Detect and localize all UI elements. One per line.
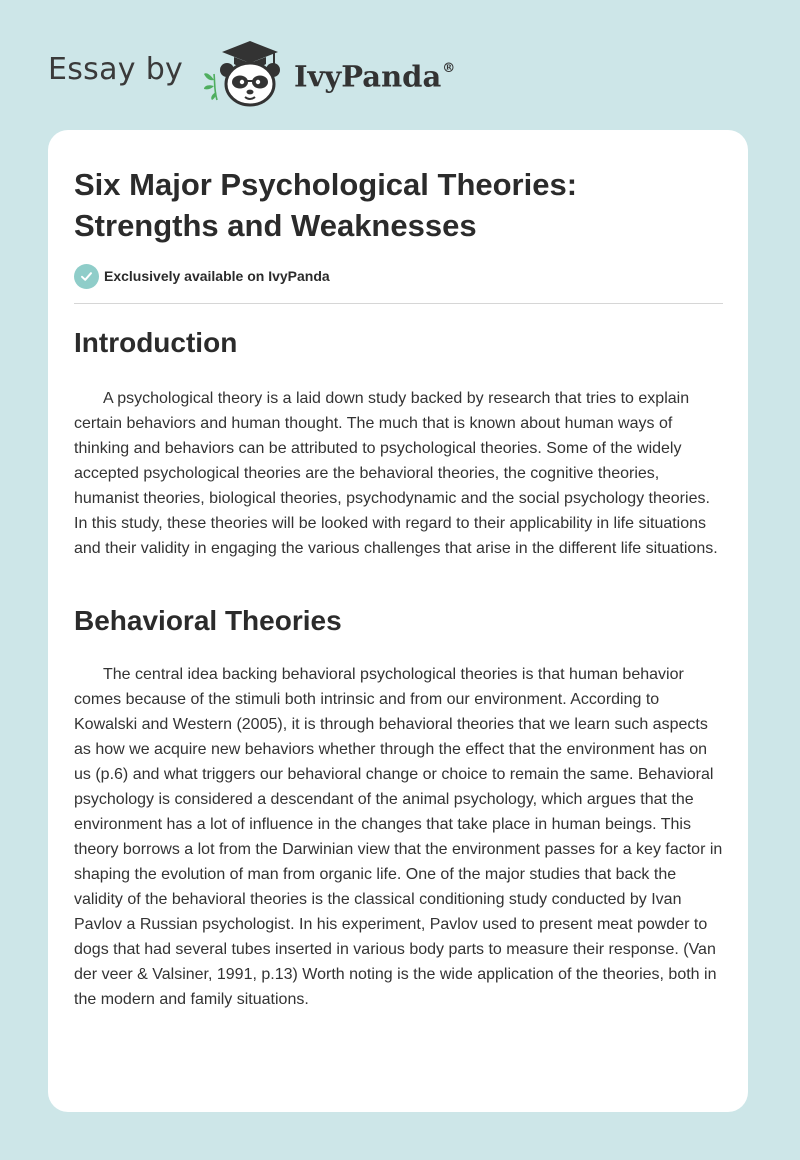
divider [74, 303, 723, 304]
section-heading-behavioral-theories: Behavioral Theories [74, 605, 342, 636]
section-paragraph-behavioral-theories: The central idea backing behavioral psychological theories is that human behavior comes because of the stimuli both intrinsic and from our environment. According to Kowalski and Western (2005), it is through behavioral theories that we learn such aspects as how we acquire new behaviors whether through the effect that the environment has on us (p.6) and what triggers our behavioral change or choice to remain the same. Behavioral psychology is considered a descendant of the animal psychology, which argues that the environment has a lot of influence in the changes that take place in human beings. This theory borrows a lot from the Darwinian view that the environment passes for a key factor in shaping the evolution of man from organic life. One of the major studies that back the validity of the behavioral theories is the classical conditioning study conducted by Ivan Pavlov a Russian psychologist. In his experiment, Pavlov used to present meat powder to dogs that had several tubes inserted in various body parts to measure their response. (Van der veer & Valsiner, 1991, p.13) Worth noting is the wide application of the theories, both in the modern and family situations. [74, 666, 723, 1008]
badge-text: Exclusively available on IvyPanda [104, 268, 330, 284]
site-header [0, 0, 800, 120]
ivy-leaf-icon [204, 73, 217, 100]
registered-mark: ® [442, 61, 456, 76]
brand-name[interactable] [294, 53, 455, 97]
ivypanda-logo-icon[interactable] [200, 36, 292, 108]
essay-card [48, 130, 748, 1112]
brand-text: IvyPanda [294, 59, 442, 94]
essay-title: Six Major Psychological Theories: Strengths and Weaknesses [74, 167, 578, 243]
check-icon [74, 264, 99, 289]
essay-by-label: Essay by [48, 52, 184, 87]
exclusive-badge [74, 263, 330, 289]
section-paragraph-introduction: A psychological theory is a laid down study backed by research that tries to explain certain behaviors and human thought. The much that is known about human ways of thinking and behaviors can be attributed to psychological theories. Some of the widely accepted psychological theories are the behavioral theories, the cognitive theories, humanist theories, biological theories, psychodynamic and the social psychology theories. In this study, these theories will be looked with regard to their applicability in life situations and their validity in engaging the various challenges that arise in the different life situations. [74, 390, 718, 557]
section-heading-introduction: Introduction [74, 327, 238, 358]
